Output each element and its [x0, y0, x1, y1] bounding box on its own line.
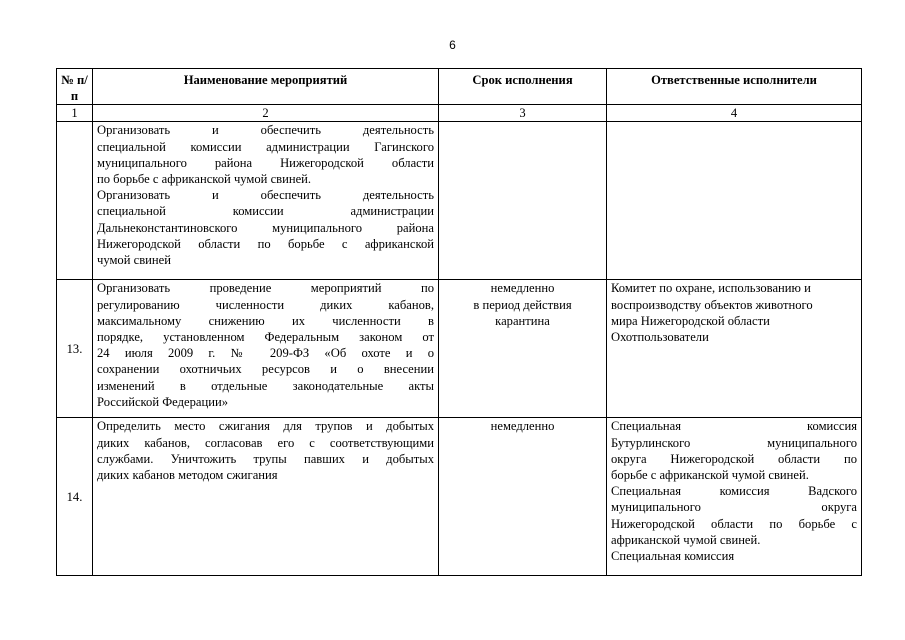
text-line: Охотпользователи — [611, 330, 709, 345]
column-number: 2 — [93, 105, 439, 122]
text-line: немедленно — [490, 281, 555, 296]
text-line: борьбе с африканской чумой свиней. — [611, 468, 809, 483]
responsible — [607, 122, 862, 280]
measure-name — [93, 418, 439, 576]
column-number: 1 — [57, 105, 93, 122]
column-number-row — [57, 105, 862, 122]
text-line: чумой свиней — [97, 253, 171, 268]
text-line: Специальная комиссия Вадского — [611, 484, 857, 499]
text-line: 24 июля 2009 г. № 209-ФЗ «Об охоте и о — [97, 346, 434, 361]
table-header-row — [57, 69, 862, 105]
table-row — [57, 280, 862, 418]
text-line: воспроизводству объектов животного — [611, 297, 813, 312]
measures-table — [56, 68, 862, 576]
row-number — [57, 122, 93, 280]
text-line: Нижегородской области по борьбе с — [611, 516, 857, 531]
responsible — [607, 418, 862, 576]
table-row — [57, 122, 862, 280]
text-line: немедленно — [490, 419, 555, 434]
text-line: африканской чумой свиней. — [611, 532, 761, 547]
text-line: Организовать и обеспечить деятельность — [97, 123, 434, 138]
row-number: 13. — [57, 280, 93, 418]
text-line: диких кабанов методом сжигания — [97, 468, 278, 483]
text-line: Организовать проведение мероприятий по — [97, 281, 434, 296]
deadline — [439, 418, 607, 576]
text-line: Российской Федерации» — [97, 394, 228, 409]
text-line: карантина — [495, 313, 550, 328]
text-line: Бутурлинского муниципального — [611, 435, 857, 450]
text-line: Организовать и обеспечить деятельность — [97, 188, 434, 203]
text-line: порядке, установленном Федеральным законом от — [97, 330, 434, 345]
text-line: сохранении охотничьих ресурсов и о внесении — [97, 362, 434, 377]
text-line: специальной комиссии администрации — [97, 204, 434, 219]
text-line: диких кабанов, согласовав его с соответствующими — [97, 435, 434, 450]
row-number: 14. — [57, 418, 93, 576]
text-line: Комитет по охране, использованию и — [611, 281, 811, 296]
text-line: округа Нижегородской области по — [611, 451, 857, 466]
column-number: 4 — [607, 105, 862, 122]
text-line: регулированию численности диких кабанов, — [97, 297, 434, 312]
header-deadline: Срок исполнения — [439, 69, 607, 105]
header-responsible: Ответственные исполнители — [607, 69, 862, 105]
text-line: службами. Уничтожить трупы павших и добытых — [97, 451, 434, 466]
deadline — [439, 122, 607, 280]
header-name: Наименование мероприятий — [93, 69, 439, 105]
measure-name — [93, 122, 439, 280]
text-line: муниципального округа — [611, 500, 857, 515]
text-line: по борьбе с африканской чумой свиней. — [97, 172, 312, 187]
text-line: Дальнеконстантиновского муниципального района — [97, 220, 434, 235]
text-line: Нижегородской области по борьбе с африканской — [97, 236, 434, 251]
table-row — [57, 418, 862, 576]
text-line: изменений в отдельные законодательные акты — [97, 378, 434, 393]
text-line: Специальная комиссия — [611, 419, 857, 434]
text-line: Специальная комиссия — [611, 549, 735, 564]
text-line: мира Нижегородской области — [611, 313, 770, 328]
text-line: специальной комиссии администрации Гагинского — [97, 139, 434, 154]
text-line: муниципального района Нижегородской области — [97, 155, 434, 170]
deadline — [439, 280, 607, 418]
text-line: Определить место сжигания для трупов и добытых — [97, 419, 434, 434]
responsible — [607, 280, 862, 418]
header-num: № п/п — [57, 69, 93, 105]
measure-name — [93, 280, 439, 418]
text-line: в период действия — [473, 297, 572, 312]
text-line: максимальному снижению их численности в — [97, 313, 434, 328]
column-number: 3 — [439, 105, 607, 122]
page-number: 6 — [449, 38, 456, 52]
